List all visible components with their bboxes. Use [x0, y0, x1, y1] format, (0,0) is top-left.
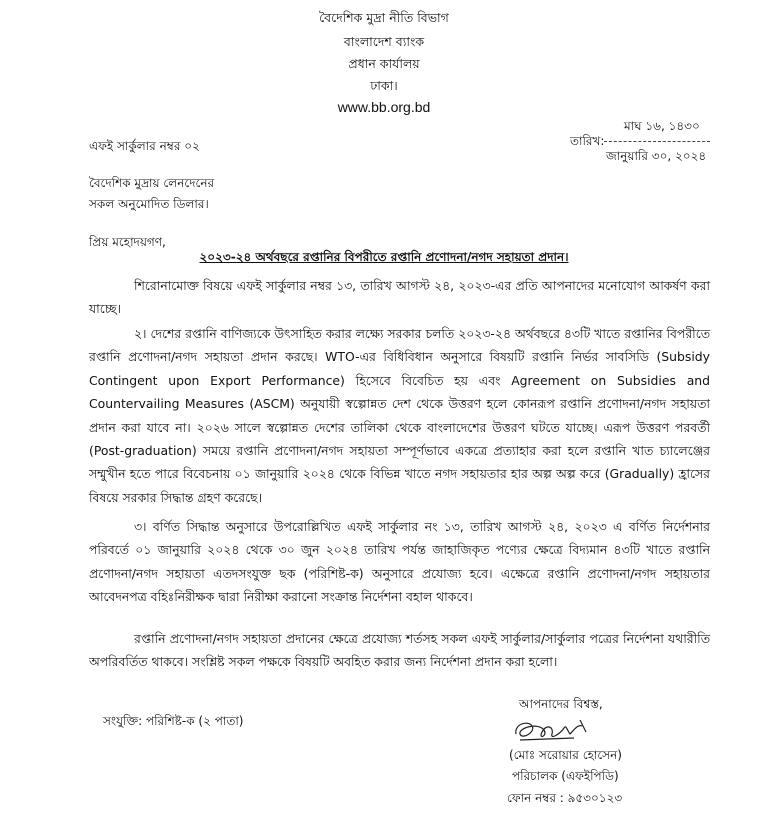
recipient-line-2: সকল অনুমোদিত ডিলার। — [89, 197, 209, 211]
header-office: প্রধান কার্যালয় — [348, 56, 420, 71]
signatory-name: (মোঃ সরোয়ার হোসেন) — [509, 748, 622, 762]
circular-number: এফই সার্কুলার নম্বর ০২ — [89, 139, 200, 153]
signatory-phone: ফোন নম্বর : ৯৫৩০১২৩ — [507, 791, 623, 805]
header-website-link[interactable]: www.bb.org.bd — [337, 99, 431, 115]
salutation: প্রিয় মহোদয়গণ, — [89, 235, 166, 249]
recipient-line-1: বৈদেশিক মুদ্রায় লেনদেনের — [89, 176, 215, 190]
date-english: জানুয়ারি ৩০, ২০২৪ — [606, 149, 707, 163]
date-divider — [604, 141, 710, 142]
signature-image — [508, 712, 598, 748]
header-city: ঢাকা। — [370, 78, 398, 93]
header-department: বৈদেশিক মুদ্রা নীতি বিভাগ — [319, 10, 449, 25]
date-bangla: মাঘ ১৬, ১৪৩০ — [624, 119, 700, 133]
date-label: তারিখ: — [570, 134, 605, 148]
paragraph-2: ২। দেশের রপ্তানি বাণিজ্যকে উৎসাহিত করার লক্ষ্যে সরকার চলতি ২০২৩-২৪ অর্থবছরে ৪৩টি খাতে রপ্তানির বিপরীতে রপ্তানি প্রণোদনা/নগদ সহায়তা প্রদান করছে। WTO-এর বিধিবিধান অনুসারে বিষয়টি রপ্তানি নির্ভর সাবসিডি (Subsidy Contingent upon Export Performance) হিসেবে বিবেচিত হয় এবং Agreement on Subsidies and Countervailing Measures (ASCM) অনুযায়ী স্বল্পোন্নত দেশ থেকে উত্তরণ হলে কোনরূপ রপ্তানি প্রণোদনা/নগদ সহায়তা প্রদান করা যাবে না। ২০২৬ সালে স্বল্পোন্নত দেশের তালিকা থেকে বাংলাদেশের উত্তরণ ঘটতে যাচ্ছে। এরূপ উত্তরণ পরবর্তী (Post-graduation) সময়ে রপ্তানি প্রণোদনা/নগদ সহায়তা সম্পূর্ণভাবে একত্রে প্রত্যাহার করা হলে রপ্তানি খাত চ্যালেঞ্জের সম্মুখীন হতে পারে বিবেচনায় ০১ জানুয়ারি ২০২৪ থেকে বিভিন্ন খাতে নগদ সহায়তার হার অল্প অল্প করে (Gradually) হ্রাসের বিষয়ে সরকার সিদ্ধান্ত গ্রহণ করেছে। — [89, 326, 710, 505]
enclosure-note: সংযুক্তি: পরিশিষ্ট-ক (২ পাতা) — [103, 714, 244, 728]
paragraph-1: শিরোনামোক্ত বিষয়ে এফই সার্কুলার নম্বর ১৩, তারিখ আগস্ট ২৪, ২০২৩-এর প্রতি আপনাদের মনোযোগ আকর্ষণ করা যাচ্ছে। — [89, 278, 710, 317]
paragraph-3: ৩। বর্ণিত সিদ্ধান্ত অনুসারে উপরোল্লিখিত এফই সার্কুলার নং ১৩, তারিখ আগস্ট ২৪, ২০২৩ এ বর্ণিত নির্দেশনার পরিবর্তে ০১ জানুয়ারি ২০২৪ থেকে ৩০ জুন ২০২৪ তারিখ পর্যন্ত জাহাজিকৃত পণ্যের ক্ষেত্রে বিদ্যমান ৪৩টি খাতে রপ্তানি প্রণোদনা/নগদ সহায়তা এতদসংযুক্ত ছক (পরিশিষ্ট-ক) অনুসারে প্রযোজ্য হবে। এক্ষেত্রে রপ্তানি প্রণোদনা/নগদ সহায়তার আবেদনপত্র বহিঃনিরীক্ষক দ্বারা নিরীক্ষা করানো সংক্রান্ত নির্দেশনা বহাল থাকবে। — [89, 519, 710, 605]
paragraph-4: রপ্তানি প্রণোদনা/নগদ সহায়তা প্রদানের ক্ষেত্রে প্রযোজ্য শর্তসহ সকল এফই সার্কুলার/সার্কুলার পত্রের নির্দেশনা যথারীতি অপরিবর্তিত থাকবে। সংশ্লিষ্ট সকল পক্ষকে বিষয়টি অবহিত করার জন্য নির্দেশনা প্রদান করা হলো। — [89, 631, 710, 670]
signatory-title: পরিচালক (এফইপিডি) — [512, 769, 619, 783]
subject-line: ২০২৩-২৪ অর্থবছরে রপ্তানির বিপরীতে রপ্তানি প্রণোদনা/নগদ সহায়তা প্রদান। — [199, 250, 569, 264]
closing-regards: আপনাদের বিশ্বস্ত, — [519, 697, 603, 711]
header-bank: বাংলাদেশ ব্যাংক — [343, 34, 425, 49]
